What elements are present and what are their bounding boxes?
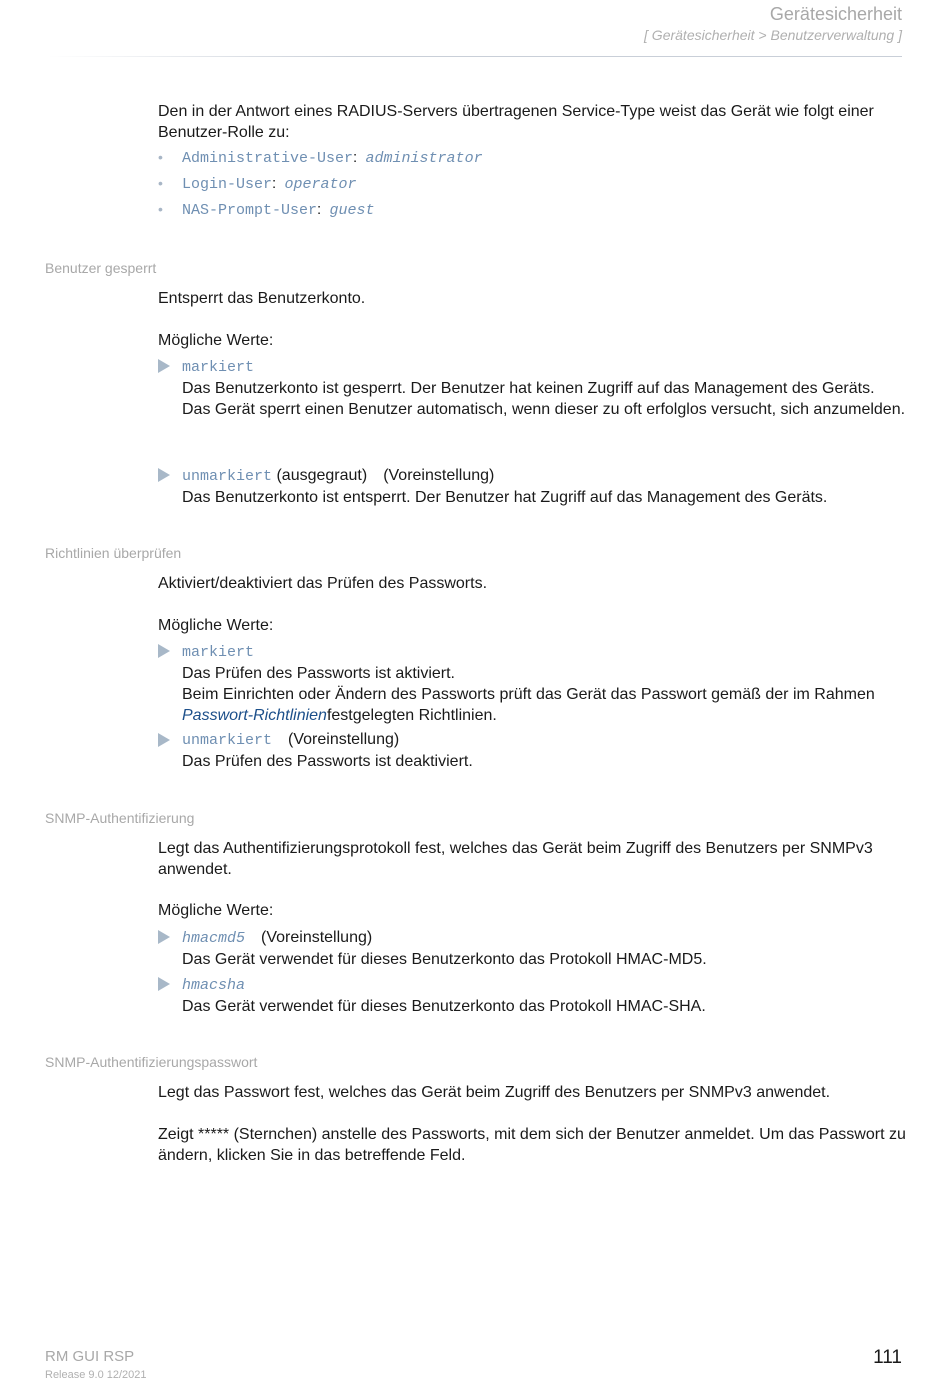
default-marker: (Voreinstellung): [261, 929, 373, 946]
section-description: Legt das Passwort fest, welches das Gerät beim Zugriff des Benutzers per SNMPv3 anwendet.: [158, 1084, 831, 1101]
section-label-locked: Benutzer gesperrt: [45, 260, 157, 276]
mapping-key: Login-User: [182, 176, 273, 193]
option-description: Das Prüfen des Passworts ist aktiviert.: [182, 665, 455, 682]
triangle-bullet-icon: [158, 930, 170, 944]
option-description: Das Prüfen des Passworts ist deaktiviert.: [182, 753, 473, 770]
triangle-bullet-icon: [158, 644, 170, 658]
option-description: Das Benutzerkonto ist entsperrt. Der Benutzer hat Zugriff auf das Management des Geräts.: [182, 489, 828, 506]
value-option: [182, 974, 906, 1017]
bullet-icon: •: [158, 175, 163, 191]
mapping-value: administrator: [365, 150, 483, 167]
section-description-2: Zeigt ***** (Sternchen) anstelle des Passworts, mit dem sich der Benutzer anmeldet. Um das Passwort zu ändern, klicken Sie in das betreffende Feld.: [158, 1126, 906, 1164]
option-description: Das Gerät sperrt einen Benutzer automatisch, wenn dieser zu oft erfolglos versucht, sich anzumelden.: [182, 401, 906, 418]
section-description: Entsperrt das Benutzerkonto.: [158, 290, 366, 307]
page-number: 111: [873, 1347, 902, 1368]
option-description-2: [182, 684, 906, 726]
breadcrumb: [ Gerätesicherheit > Benutzerverwaltung ]: [644, 27, 902, 43]
option-text: festgelegten Richtlinien.: [326, 707, 497, 724]
option-value: unmarkiert: [182, 468, 273, 485]
triangle-bullet-icon: [158, 468, 170, 482]
section-label-snmp-auth: SNMP-Authentifizierung: [45, 810, 195, 826]
section-label-snmp-password: SNMP-Authentifizierungspasswort: [45, 1054, 258, 1070]
mapping-key: Administrative-User: [182, 150, 354, 167]
value-option: [182, 465, 906, 508]
triangle-bullet-icon: [158, 977, 170, 991]
default-marker: (Voreinstellung): [383, 467, 495, 484]
possible-values-heading: Mögliche Werte:: [158, 332, 274, 349]
option-qualifier: (ausgegraut): [276, 467, 368, 484]
option-value: unmarkiert: [182, 732, 273, 749]
footer-document-name: RM GUI RSP: [45, 1348, 135, 1365]
mapping-value: operator: [284, 176, 357, 193]
option-value: markiert: [182, 359, 255, 376]
page-header-title: Gerätesicherheit: [769, 4, 902, 24]
mapping-value: guest: [329, 202, 375, 219]
mapping-key: NAS-Prompt-User: [182, 202, 318, 219]
footer-release: Release 9.0 12/2021: [45, 1369, 147, 1381]
section-label-policy: Richtlinien überprüfen: [45, 545, 182, 561]
header-divider: [48, 56, 902, 57]
value-option: [182, 641, 906, 726]
triangle-bullet-icon: [158, 733, 170, 747]
option-text: Beim Einrichten oder Ändern des Passworts prüft das Gerät das Passwort gemäß der im Rahmen: [182, 686, 875, 703]
option-value: markiert: [182, 644, 255, 661]
value-option: [182, 356, 906, 420]
possible-values-heading: Mögliche Werte:: [158, 902, 274, 919]
bullet-icon: •: [158, 201, 163, 217]
option-value: hmacsha: [182, 977, 246, 994]
bullet-icon: •: [158, 149, 163, 165]
option-description: Das Gerät verwendet für dieses Benutzerkonto das Protokoll HMAC-MD5.: [182, 951, 707, 968]
section-description: Aktiviert/deaktiviert das Prüfen des Passworts.: [158, 575, 488, 592]
password-policy-link[interactable]: Passwort-Richtlinien: [182, 707, 327, 724]
option-description: Das Gerät verwendet für dieses Benutzerkonto das Protokoll HMAC-SHA.: [182, 998, 706, 1015]
triangle-bullet-icon: [158, 359, 170, 373]
option-value: hmacmd5: [182, 930, 246, 947]
default-marker: (Voreinstellung): [288, 731, 400, 748]
value-option: [182, 729, 906, 772]
intro-paragraph: Den in der Antwort eines RADIUS-Servers übertragenen Service-Type weist das Gerät wie folgt einer Benutzer-Rolle zu:: [158, 103, 874, 141]
option-description: Das Benutzerkonto ist gesperrt. Der Benutzer hat keinen Zugriff auf das Management des Geräts.: [182, 380, 875, 397]
possible-values-heading: Mögliche Werte:: [158, 617, 274, 634]
section-description: Legt das Authentifizierungsprotokoll fest, welches das Gerät beim Zugriff des Benutzers per SNMPv3 anwendet.: [158, 840, 873, 878]
value-option: [182, 927, 906, 970]
